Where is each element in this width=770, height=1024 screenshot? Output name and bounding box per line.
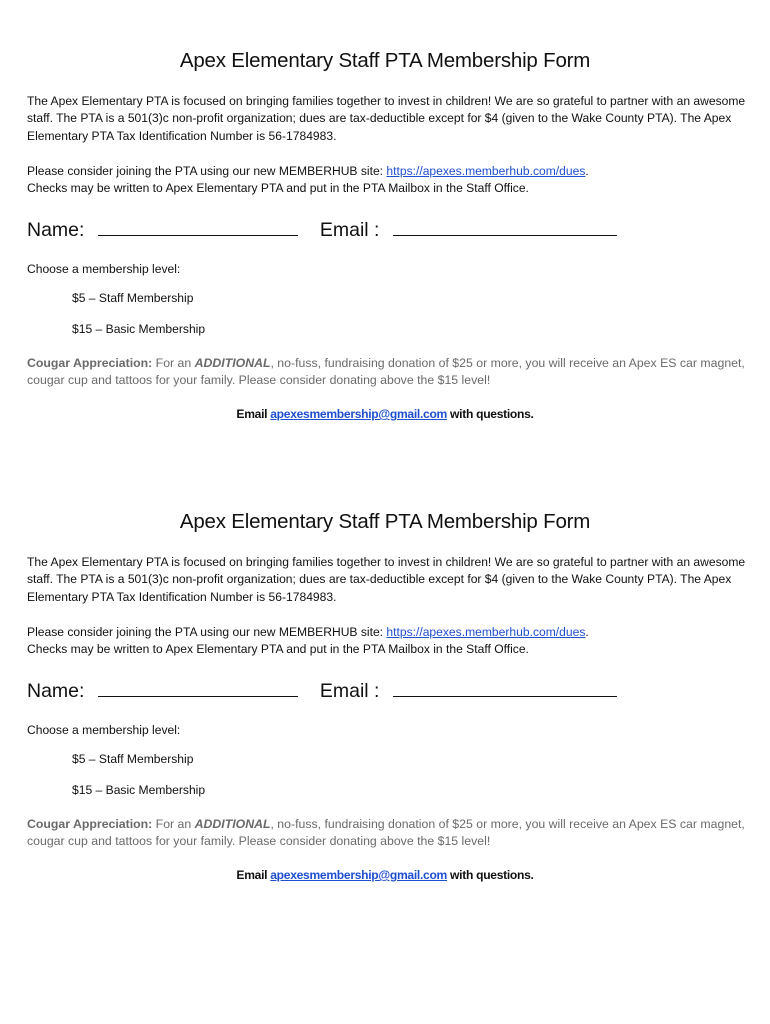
email-label: Email : — [319, 680, 380, 702]
contact-line — [0, 867, 770, 884]
option-basic-membership: $15 – Basic Membership — [72, 783, 206, 797]
contact-email-link[interactable]: apexesmembership@gmail.com — [270, 407, 447, 421]
intro-paragraph — [27, 93, 751, 145]
memberhub-link[interactable]: https://apexes.memberhub.com/dues — [386, 164, 586, 178]
cougar-additional: ADDITIONAL — [194, 356, 271, 370]
join-suffix: . — [585, 164, 589, 178]
contact-prefix: Email — [236, 868, 271, 882]
contact-fields — [27, 676, 617, 705]
form-title: Apex Elementary Staff PTA Membership Form — [179, 49, 591, 72]
cougar-post: , no-fuss, fundraising donation of $25 or more, you will receive an Apex ES car magnet, cougar cup and tattoos for your family. Please consider donating above the $15 level! — [27, 817, 745, 848]
membership-form-1 — [0, 0, 770, 461]
name-field[interactable] — [98, 215, 298, 236]
join-line — [27, 624, 751, 641]
cougar-additional: ADDITIONAL — [194, 817, 271, 831]
join-prefix: Please consider joining the PTA using our new MEMBERHUB site: — [27, 625, 387, 639]
name-label: Name: — [27, 219, 85, 241]
contact-suffix: with questions. — [447, 407, 534, 421]
cougar-pre: For an — [152, 356, 195, 370]
join-prefix: Please consider joining the PTA using our new MEMBERHUB site: — [27, 164, 387, 178]
contact-line — [0, 406, 770, 423]
contact-fields — [27, 215, 617, 244]
join-paragraph — [27, 624, 751, 659]
memberhub-link[interactable]: https://apexes.memberhub.com/dues — [386, 625, 586, 639]
membership-form-2 — [0, 461, 770, 922]
cougar-pre: For an — [152, 817, 195, 831]
cougar-post: , no-fuss, fundraising donation of $25 or more, you will receive an Apex ES car magnet, cougar cup and tattoos for your family. Please consider donating above the $15 level! — [27, 356, 745, 387]
option-staff-membership: $5 – Staff Membership — [72, 752, 194, 766]
checks-line: Checks may be written to Apex Elementary PTA and put in the PTA Mailbox in the Staff Office. — [27, 181, 529, 196]
option-basic-membership: $15 – Basic Membership — [72, 322, 206, 336]
join-paragraph — [27, 163, 751, 198]
contact-prefix: Email — [236, 407, 271, 421]
email-label: Email : — [319, 219, 380, 241]
option-staff-membership: $5 – Staff Membership — [72, 291, 194, 305]
contact-email-link[interactable]: apexesmembership@gmail.com — [270, 868, 447, 882]
cougar-heading: Cougar Appreciation: — [27, 356, 153, 370]
name-label: Name: — [27, 680, 85, 702]
intro-text: The Apex Elementary PTA is focused on bringing families together to invest in children! We are so grateful to partner with an awesome staff. The PTA is a 501(3)c non-profit organization; dues are tax-deductible except for $4 (given to the Wake County PTA). The Apex Elementary PTA Tax Identification Number is 56-1784983. — [27, 94, 746, 143]
name-field[interactable] — [98, 676, 298, 697]
join-suffix: . — [585, 625, 589, 639]
cougar-heading: Cougar Appreciation: — [27, 817, 153, 831]
form-title: Apex Elementary Staff PTA Membership Form — [179, 510, 591, 533]
checks-line: Checks may be written to Apex Elementary PTA and put in the PTA Mailbox in the Staff Office. — [27, 642, 529, 657]
intro-paragraph — [27, 554, 751, 606]
email-field[interactable] — [393, 676, 617, 697]
membership-level-label: Choose a membership level: — [27, 723, 181, 737]
cougar-appreciation — [27, 355, 751, 389]
contact-suffix: with questions. — [447, 868, 534, 882]
membership-level-label: Choose a membership level: — [27, 262, 181, 276]
join-line — [27, 163, 751, 180]
email-field[interactable] — [393, 215, 617, 236]
intro-text: The Apex Elementary PTA is focused on bringing families together to invest in children! We are so grateful to partner with an awesome staff. The PTA is a 501(3)c non-profit organization; dues are tax-deductible except for $4 (given to the Wake County PTA). The Apex Elementary PTA Tax Identification Number is 56-1784983. — [27, 555, 746, 604]
cougar-appreciation — [27, 816, 751, 850]
